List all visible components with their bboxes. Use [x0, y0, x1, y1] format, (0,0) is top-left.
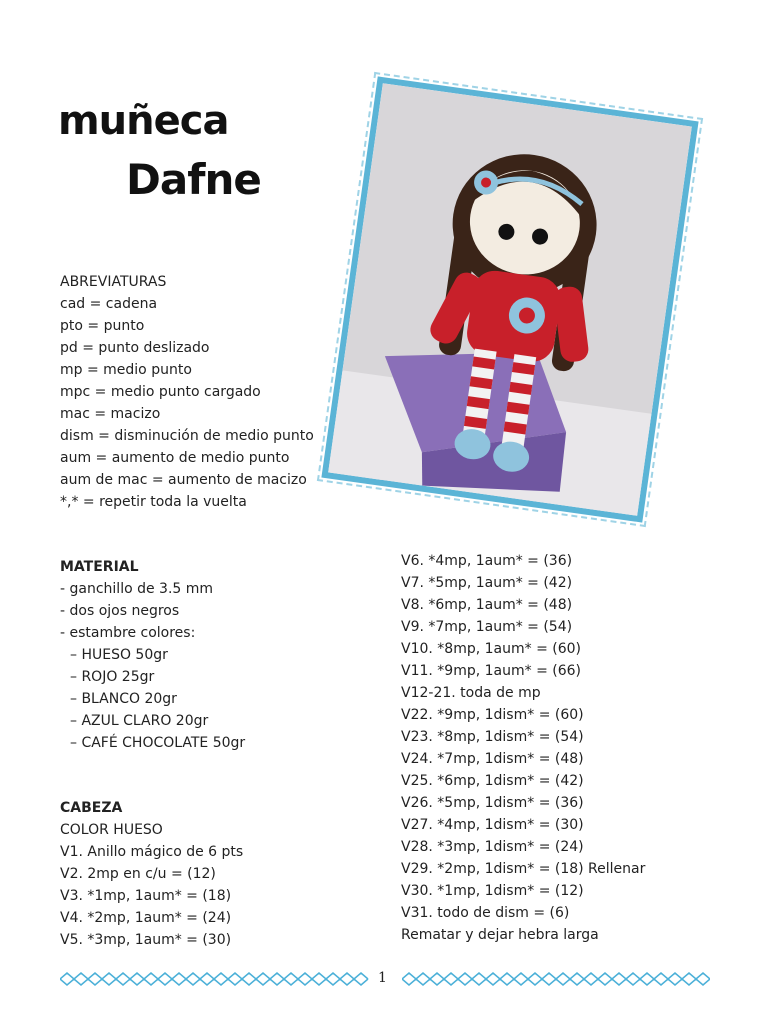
abbreviation-item: mp = medio punto: [60, 362, 192, 378]
round-item: V6. *4mp, 1aum* = (36): [401, 553, 573, 569]
round-item: V12-21. toda de mp: [401, 685, 541, 701]
abbreviations-heading: ABREVIATURAS: [60, 274, 167, 290]
round-item: V30. *1mp, 1dism* = (12): [401, 883, 584, 899]
cabeza-item: V2. 2mp en c/u = (12): [60, 866, 216, 882]
cabeza-item: V1. Anillo mágico de 6 pts: [60, 844, 244, 860]
abbreviation-item: *,* = repetir toda la vuelta: [60, 494, 247, 510]
abbreviations-section: [60, 271, 314, 513]
material-heading: MATERIAL: [60, 559, 139, 575]
round-item: V9. *7mp, 1aum* = (54): [401, 619, 573, 635]
doll-illustration: [328, 83, 692, 516]
round-item: V11. *9mp, 1aum* = (66): [401, 663, 581, 679]
page-number: 1: [378, 970, 387, 986]
round-item: V29. *2mp, 1dism* = (18) Rellenar: [401, 861, 646, 877]
abbreviation-item: pd = punto deslizado: [60, 340, 210, 356]
abbreviation-item: dism = disminución de medio punto: [60, 428, 314, 444]
round-item: V22. *9mp, 1dism* = (60): [401, 707, 584, 723]
abbreviation-item: mac = macizo: [60, 406, 161, 422]
yarn-color-item: – CAFÉ CHOCOLATE 50gr: [70, 735, 246, 751]
abbreviation-item: mpc = medio punto cargado: [60, 384, 261, 400]
material-item: - estambre colores:: [60, 625, 196, 641]
round-item: V27. *4mp, 1dism* = (30): [401, 817, 584, 833]
material-item: - dos ojos negros: [60, 603, 180, 619]
round-item: Rematar y dejar hebra larga: [401, 927, 599, 943]
yarn-color-item: – HUESO 50gr: [70, 647, 168, 663]
cabeza-item: COLOR HUESO: [60, 822, 163, 838]
title-line-2: Dafne: [126, 155, 261, 204]
abbreviation-item: aum = aumento de medio punto: [60, 450, 290, 466]
abbreviation-item: aum de mac = aumento de macizo: [60, 472, 307, 488]
footer-divider-right: [402, 972, 710, 986]
yarn-color-item: – AZUL CLARO 20gr: [70, 713, 209, 729]
round-item: V23. *8mp, 1dism* = (54): [401, 729, 584, 745]
round-instructions-column: [401, 550, 645, 946]
round-item: V28. *3mp, 1dism* = (24): [401, 839, 584, 855]
round-item: V10. *8mp, 1aum* = (60): [401, 641, 581, 657]
doll-photo: [321, 76, 698, 522]
material-section: [60, 556, 245, 754]
footer-divider-left: [60, 972, 370, 986]
cabeza-item: V4. *2mp, 1aum* = (24): [60, 910, 232, 926]
round-item: V8. *6mp, 1aum* = (48): [401, 597, 573, 613]
yarn-color-item: – BLANCO 20gr: [70, 691, 177, 707]
round-item: V26. *5mp, 1dism* = (36): [401, 795, 584, 811]
abbreviation-item: cad = cadena: [60, 296, 158, 312]
round-item: V25. *6mp, 1dism* = (42): [401, 773, 584, 789]
round-item: V31. todo de dism = (6): [401, 905, 570, 921]
cabeza-item: V5. *3mp, 1aum* = (30): [60, 932, 232, 948]
material-item: - ganchillo de 3.5 mm: [60, 581, 214, 597]
yarn-color-item: – ROJO 25gr: [70, 669, 155, 685]
round-item: V24. *7mp, 1dism* = (48): [401, 751, 584, 767]
abbreviation-item: pto = punto: [60, 318, 145, 334]
title-line-1: muñeca: [58, 98, 229, 144]
cabeza-heading: CABEZA: [60, 800, 123, 816]
round-item: V7. *5mp, 1aum* = (42): [401, 575, 573, 591]
cabeza-item: V3. *1mp, 1aum* = (18): [60, 888, 232, 904]
cabeza-section: [60, 797, 243, 951]
